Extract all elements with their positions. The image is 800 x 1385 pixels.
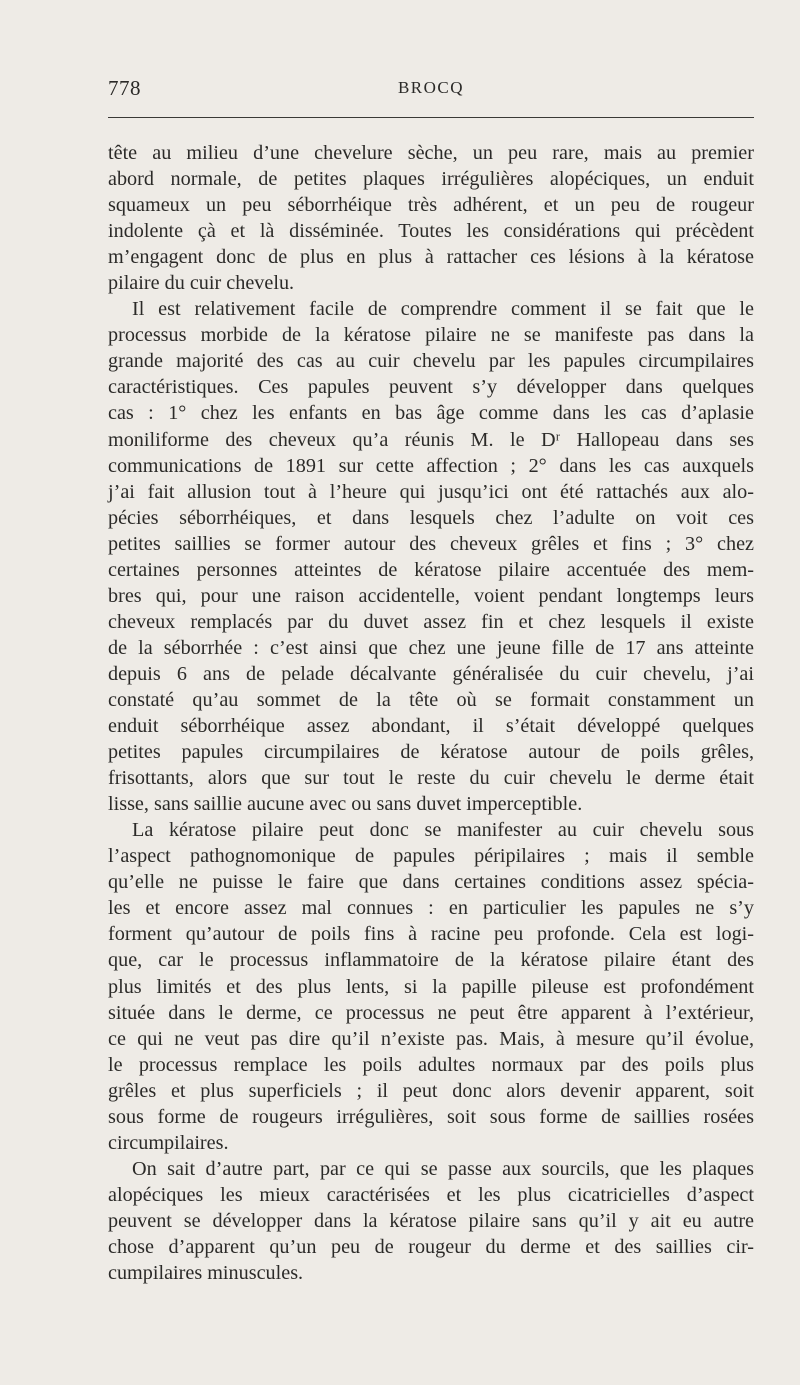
text-line: l’aspect pathognomonique de papules péripilaires ; mais il semble	[108, 845, 754, 868]
text-line: petites saillies se former autour des cheveux grêles et fins ; 3° chez	[108, 532, 754, 555]
text-line: tête au milieu d’une chevelure sèche, un peu rare, mais au premier	[108, 142, 754, 164]
page-header	[108, 76, 754, 102]
text-line: chose d’apparent qu’un peu de rougeur du derme et des saillies cir-	[108, 1235, 754, 1258]
text-line: constaté qu’au sommet de la tête où se formait constamment un	[108, 688, 754, 711]
header-rule	[108, 117, 754, 118]
running-head: BROCQ	[397, 78, 465, 97]
text-line: sous forme de rougeurs irrégulières, soit sous forme de saillies rosées	[108, 1105, 754, 1128]
text-line: squameux un peu séborrhéique très adhérent, et un peu de rougeur	[108, 194, 754, 217]
text-line: cumpilaires minuscules.	[108, 1262, 304, 1285]
text-line: certaines personnes atteintes de kératose pilaire accentuée des mem-	[108, 558, 754, 581]
text-line: cheveux remplacés par du duvet assez fin et chez lesquels il existe	[108, 610, 754, 633]
text-line: Il est relativement facile de comprendre comment il se fait que le	[132, 298, 754, 321]
paragraph	[108, 1156, 754, 1286]
text-line: moniliforme des cheveux qu’a réunis M. le Dʳ Hallopeau dans ses	[108, 428, 754, 451]
text-line: m’engagent donc de plus en plus à rattacher ces lésions à la kératose	[108, 246, 754, 269]
text-line: le processus remplace les poils adultes normaux par des poils plus	[108, 1053, 754, 1076]
text-line: processus morbide de la kératose pilaire ne se manifeste pas dans la	[108, 324, 754, 347]
text-line: cas : 1° chez les enfants en bas âge comme dans les cas d’aplasie	[108, 402, 754, 425]
text-line: lisse, sans saillie aucune avec ou sans duvet imperceptible.	[108, 793, 583, 816]
text-line: forment qu’autour de poils fins à racine peu profonde. Cela est logi-	[108, 923, 754, 946]
page-number: 778	[108, 76, 141, 100]
text-line: de la séborrhée : c’est ainsi que chez une jeune fille de 17 ans atteinte	[108, 636, 754, 659]
text-line: ce qui ne veut pas dire qu’il n’existe pas. Mais, à mesure qu’il évolue,	[108, 1027, 754, 1050]
text-line: alopéciques les mieux caractérisées et les plus cicatricielles d’aspect	[108, 1183, 754, 1206]
text-line: grande majorité des cas au cuir chevelu par les papules circumpilaires	[108, 350, 754, 373]
text-line: située dans le derme, ce processus ne peut être apparent à l’extérieur,	[108, 1001, 754, 1024]
text-line: La kératose pilaire peut donc se manifester au cuir chevelu sous	[132, 819, 754, 842]
text-line: caractéristiques. Ces papules peuvent s’y développer dans quelques	[108, 376, 754, 399]
text-line: bres qui, pour une raison accidentelle, voient pendant longtemps leurs	[108, 584, 754, 607]
text-line: qu’elle ne puisse le faire que dans certaines conditions assez spécia-	[108, 871, 754, 894]
text-line: j’ai fait allusion tout à l’heure qui jusqu’ici ont été rattachés aux alo-	[108, 480, 754, 503]
text-line: frisottants, alors que sur tout le reste du cuir chevelu le derme était	[108, 767, 754, 790]
text-line: plus limités et des plus lents, si la papille pileuse est profondément	[108, 975, 754, 998]
text-line: les et encore assez mal connues : en particulier les papules ne s’y	[108, 897, 754, 920]
body-text	[108, 140, 754, 1286]
paragraph	[108, 140, 754, 296]
text-line: petites papules circumpilaires de kératose autour de poils grêles,	[108, 741, 754, 764]
text-line: communications de 1891 sur cette affection ; 2° dans les cas auxquels	[108, 454, 754, 477]
text-line: circumpilaires.	[108, 1131, 229, 1154]
text-line: enduit séborrhéique assez abondant, il s’était développé quelques	[108, 715, 754, 738]
paragraph	[108, 296, 754, 817]
text-line: On sait d’autre part, par ce qui se passe aux sourcils, que les plaques	[132, 1157, 754, 1180]
text-line: indolente çà et là disséminée. Toutes les considérations qui précèdent	[108, 220, 754, 243]
text-line: grêles et plus superficiels ; il peut donc alors devenir apparent, soit	[108, 1079, 754, 1102]
paragraph	[108, 817, 754, 1156]
text-line: pilaire du cuir chevelu.	[108, 272, 295, 295]
text-line: que, car le processus inflammatoire de la kératose pilaire étant des	[108, 949, 754, 972]
text-line: abord normale, de petites plaques irrégulières alopéciques, un enduit	[108, 168, 754, 191]
text-line: pécies séborrhéiques, et dans lesquels chez l’adulte on voit ces	[108, 506, 754, 529]
text-line: peuvent se développer dans la kératose pilaire sans qu’il y ait eu autre	[108, 1209, 754, 1232]
text-line: depuis 6 ans de pelade décalvante généralisée du cuir chevelu, j’ai	[108, 662, 754, 685]
